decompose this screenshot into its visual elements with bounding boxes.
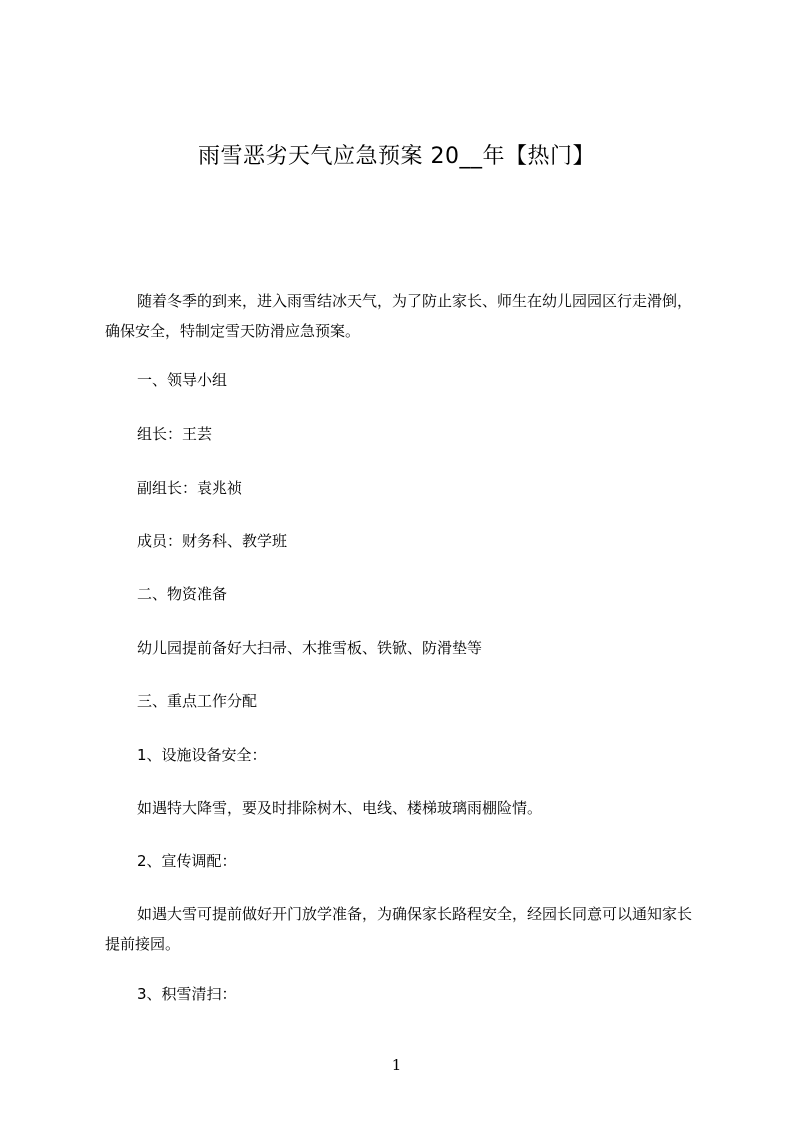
paragraph-intro: 随着冬季的到来，进入雨雪结冰天气，为了防止家长、师生在幼儿园园区行走滑倒，确保安全，特制定雪天防滑应急预案。 [105,292,693,340]
section-heading-materials: 二、物资准备 [137,585,228,603]
paragraph-deputy-leader: 副组长：袁兆祯 [137,479,243,497]
section-heading-leadership: 一、领导小组 [137,371,228,389]
paragraph-members: 成员：财务科、教学班 [137,532,288,550]
document-title: 雨雪恶劣天气应急预案 20__年【热门】 [198,144,595,169]
subheading-publicity: 2、宣传调配： [137,852,237,870]
paragraph-materials: 幼儿园提前备好大扫帚、木推雪板、铁锨、防滑垫等 [137,639,483,657]
paragraph-leader: 组长：王芸 [137,425,213,443]
section-heading-work-allocation: 三、重点工作分配 [137,692,258,710]
subheading-snow-clearing: 3、积雪清扫： [137,985,237,1003]
page-number: 1 [391,1056,402,1074]
subheading-facility-safety: 1、设施设备安全： [137,746,267,764]
paragraph-facility-safety: 如遇特大降雪，要及时排除树木、电线、楼梯玻璃雨棚险情。 [137,799,543,817]
paragraph-publicity: 如遇大雪可提前做好开门放学准备，为确保家长路程安全，经园长同意可以通知家长提前接园。 [105,905,693,953]
